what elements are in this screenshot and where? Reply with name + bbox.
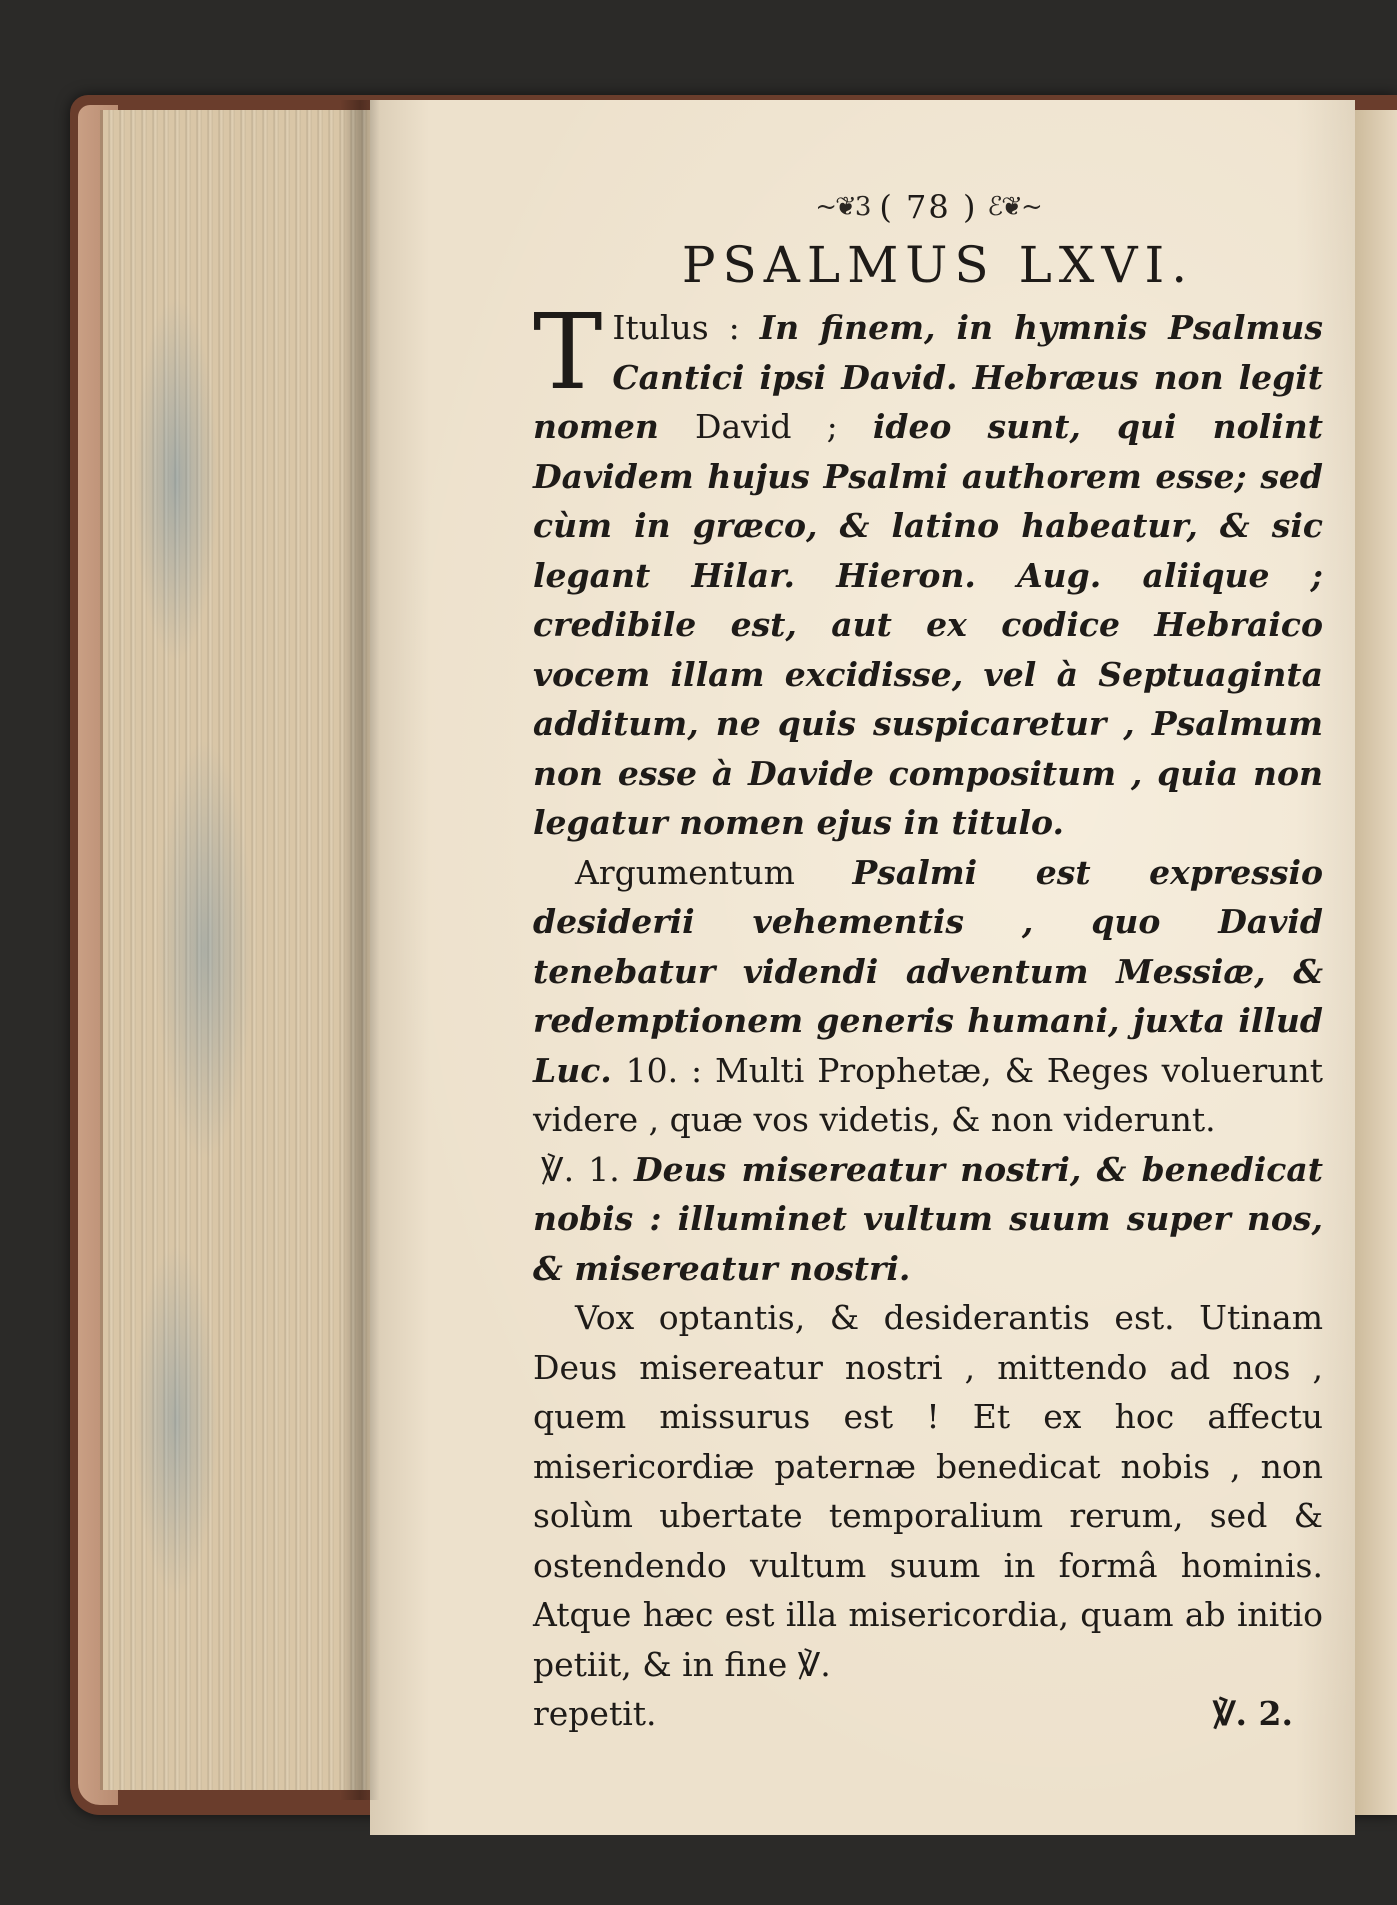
titulus-roman-1: David ; [695,407,873,446]
drop-cap: T [533,291,603,413]
titulus-italic-1: In finem, in hymnis Psalmus Cantici ipsi David. Hebræus non legit nomen [533,308,1324,446]
last-word: repetit. [533,1694,657,1733]
argumentum-paragraph [533,848,1323,1145]
argumentum-roman-2: 10. : Multi Prophetæ, & Reges voluerunt videre , quæ vos videtis, & non viderunt. [533,1050,1323,1139]
page-content [533,185,1323,1739]
verse-text: Deus misereatur nostri, & benedicat nobis : illuminet vultum suum super nos, & misereatur nostri. [533,1149,1323,1288]
footer-line [533,1689,1323,1739]
argumentum-roman-1: Argumentum [575,852,853,892]
catchword: ℣. 2. [1212,1694,1293,1733]
page-number: ( 78 ) [879,188,978,226]
commentary-paragraph: Vox optantis, & desiderantis est. Utinam Deus misereatur nostri , mittendo ad nos , quem missurus est ! Et ex hoc affectu misericordiæ paternæ benedicat nobis , non solùm ubertate temporalium rerum, sed & ostendendo vultum suum in formâ hominis. Atque hæc est illa misericordia, quam ab initio petiit, & in fine ℣. [533,1298,1323,1684]
page-edge-stain [100,110,290,1790]
verse-marker: ℣. 1. [541,1149,620,1189]
gutter-shadow [340,100,380,1800]
facing-page-edge [1355,110,1397,1815]
titulus-italic-2: ideo sunt, qui nolint Davidem hujus Psalmi authorem esse; sed cùm in græco, & latino habeatur, & sic legant Hilar. Hieron. Aug. aliique ; credibile est, aut ex codice Hebraico vocem illam excidisse, vel à Septuaginta additum, ne quis suspicaretur , Psalmum non esse à Davide compositum , quia non legatur nomen ejus in titulo. [533,407,1323,842]
argumentum-italic: Psalmi est expressio desiderii vehementis , quo David tenebatur videndi adventum Messiæ, & redemptionem generis humani, juxta illud Luc. [533,852,1324,1090]
ornament-right: ℰ❦~ [987,192,1041,222]
psalm-title: PSALMUS LXVI. [681,236,1195,294]
titulus-paragraph [533,291,1324,848]
ornament-left: ~❦3 [815,192,870,222]
running-header [533,185,1323,229]
titulus-label: Itulus : [612,308,760,347]
verse-paragraph [533,1145,1323,1294]
